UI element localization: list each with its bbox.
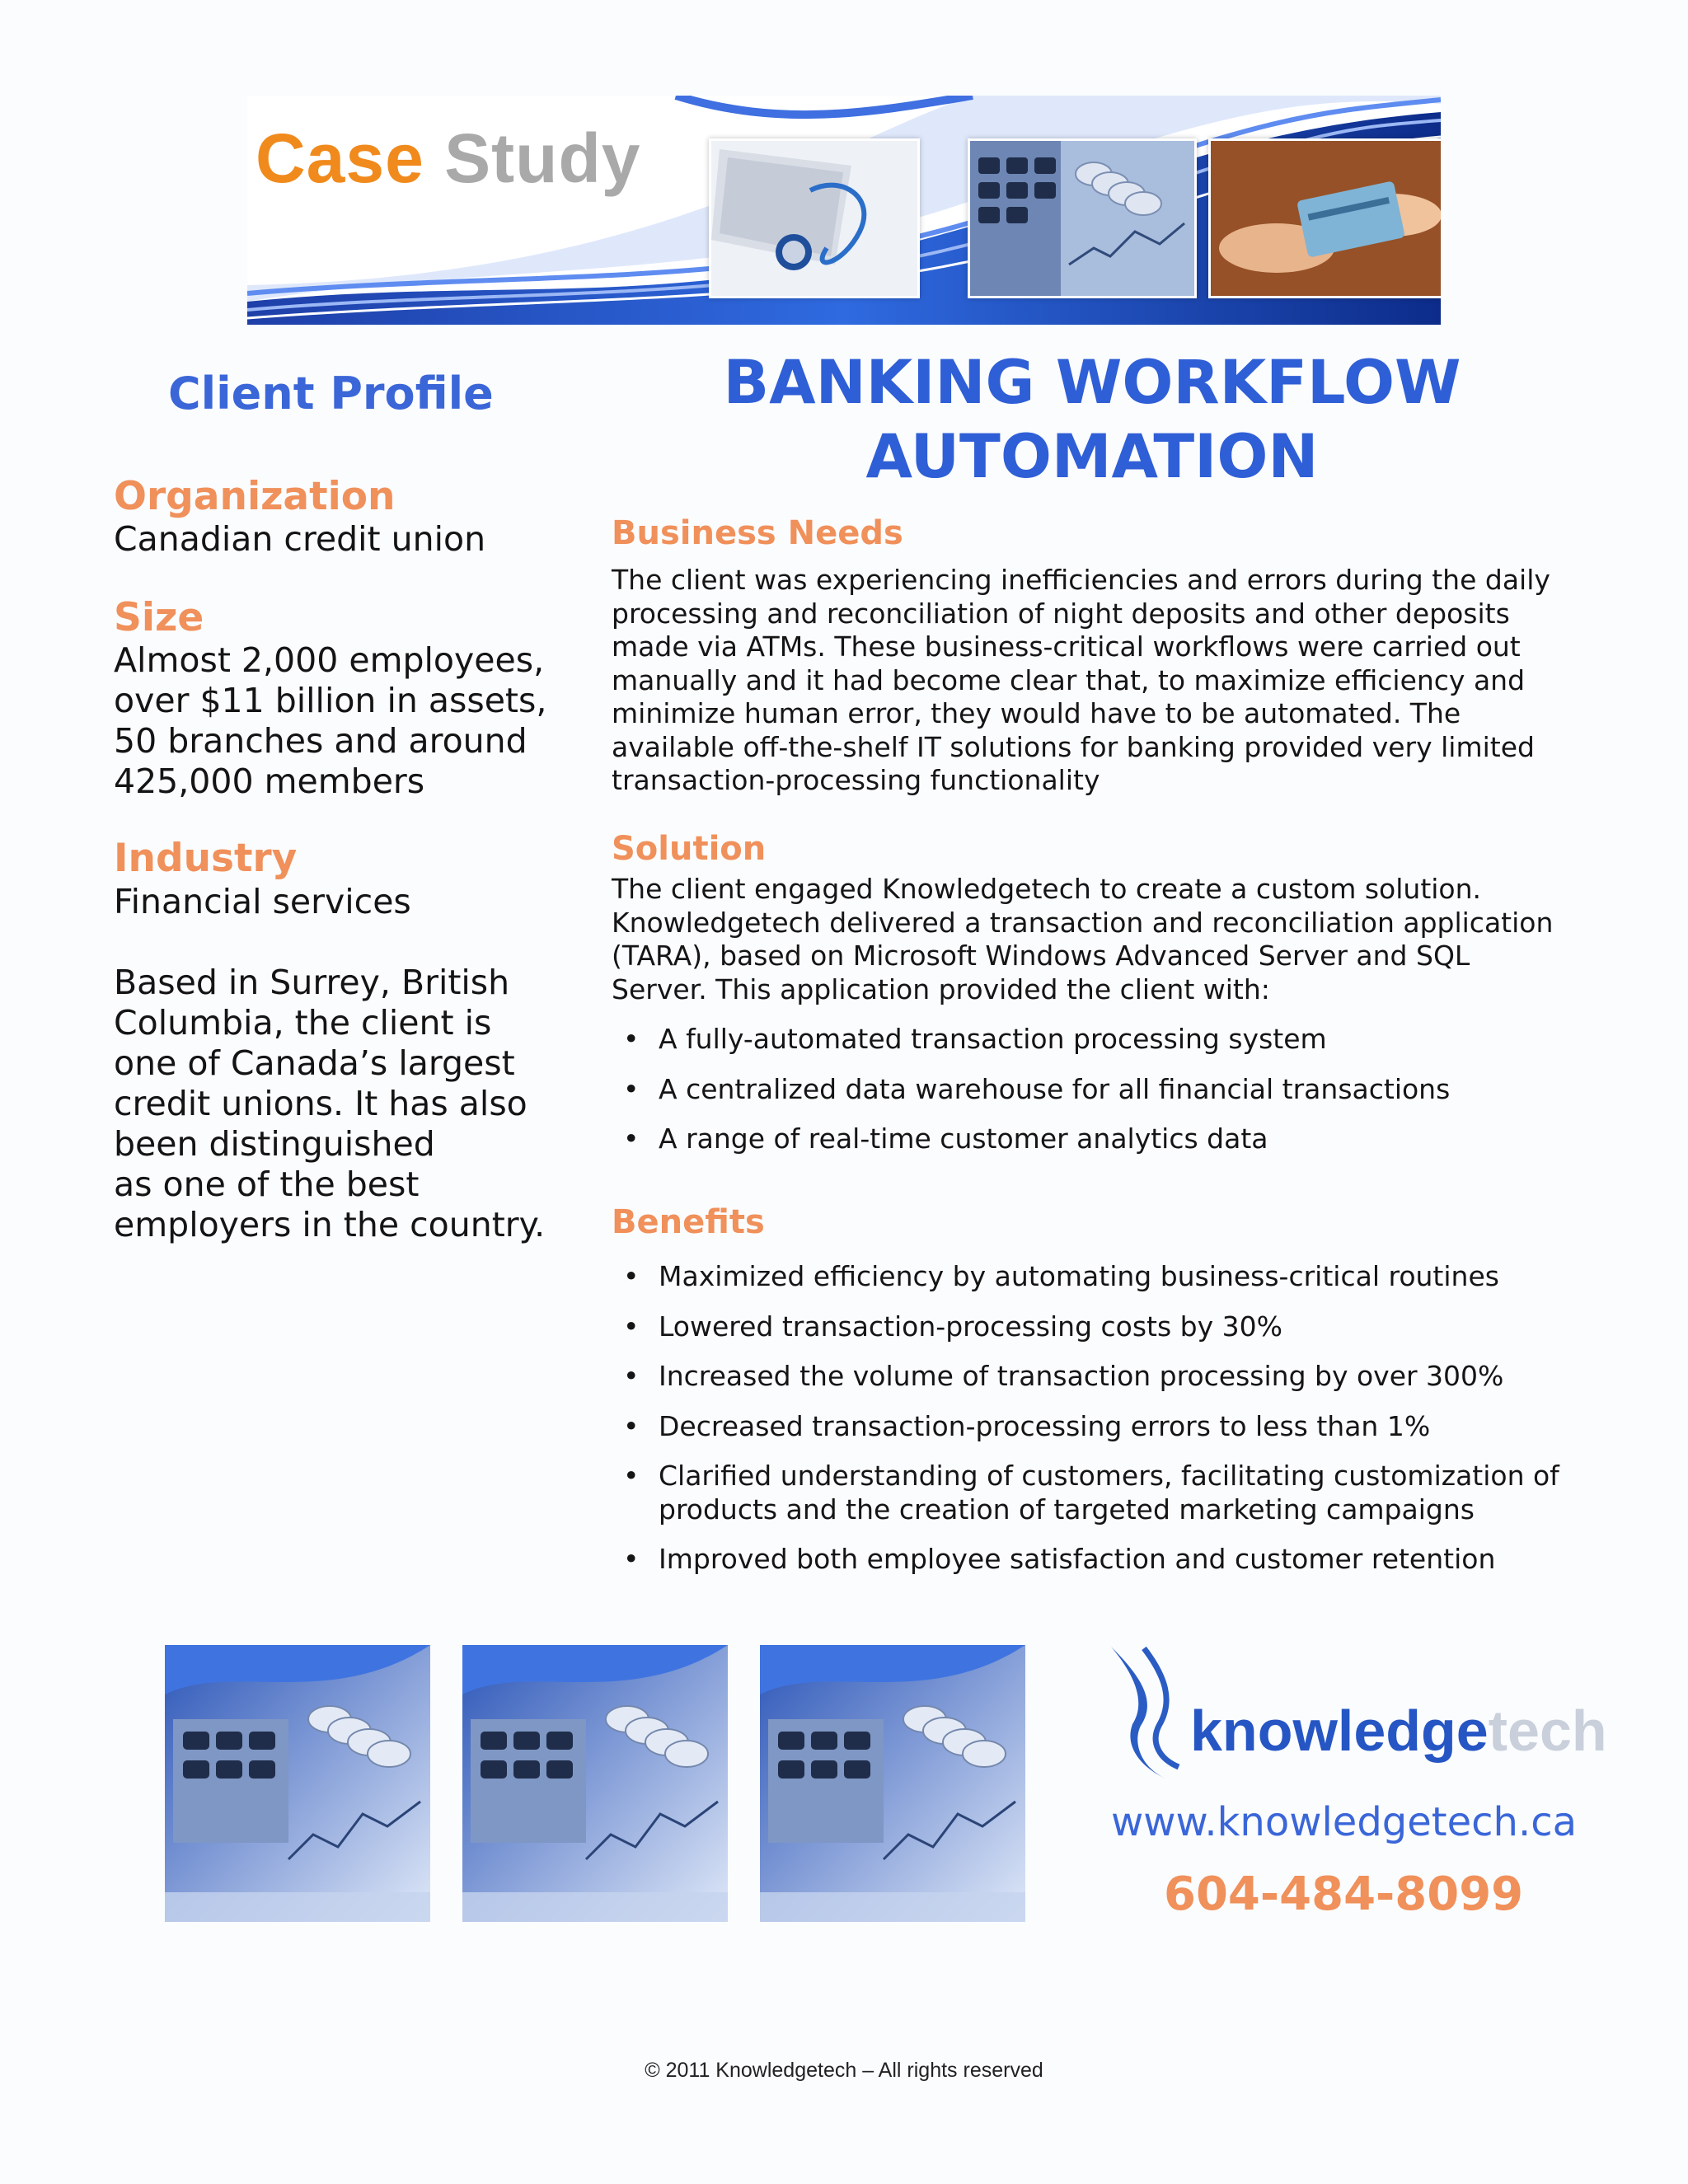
organization-value: Canadian credit union [114,519,486,559]
organization-label: Organization [114,474,396,519]
business-needs-text: The client was experiencing inefficiencies and errors during the daily processing and reconciliation of night deposits and other deposits made via ATMs. These business-critical workflows were carried out manually and it had become clear that, to maximize efficiency and minimize human error, they would have to be automated. The available off-the-shelf IT solutions for banking provided very limited transaction-processing functionality [612,564,1550,796]
banner-photo-stethoscope [709,138,920,298]
list-item: • A fully-automated transaction processing system [623,1023,1327,1055]
calculator-coins-image [970,141,1194,296]
solution-bullets [612,1023,1588,1156]
header-banner [247,96,1441,325]
banner-photo-credit-card [1208,138,1441,298]
size-value: Almost 2,000 employees, over $11 billion in assets, 50 branches and around 425,000 members [114,640,547,801]
knowledgetech-logo-text: knowledgetech [1190,1699,1607,1763]
industry-value: Financial services [114,882,411,921]
banner-photo-calculator [968,138,1197,298]
knowledgetech-logo-icon [1108,1643,1190,1782]
solution-text: The client engaged Knowledgetech to create a custom solution. Knowledgetech delivered a transaction and reconciliation application (TARA), based on Microsoft Windows Advanced Server and SQL Server. This application provided the client with: [612,873,1554,1005]
stethoscope-image [711,141,917,296]
list-item: • A range of real-time customer analytics data [623,1122,1268,1155]
solution-heading: Solution [612,830,767,868]
website-link[interactable]: www.knowledgetech.ca [1111,1799,1578,1845]
footer-image-tile [165,1645,430,1922]
page-title: BANKING WORKFLOW AUTOMATION [723,348,1461,492]
list-item: • Decreased transaction-processing errors to less than 1% [623,1409,1431,1442]
case-study-title: Case Study [256,120,641,197]
list-item: • Increased the volume of transaction processing by over 300% [623,1360,1504,1392]
industry-label: Industry [114,836,298,881]
client-profile-title: Client Profile [168,368,494,419]
business-needs-heading: Business Needs [612,514,903,552]
list-item: • Maximized efficiency by automating business-critical routines [623,1260,1499,1292]
size-label: Size [114,595,204,640]
list-item: • A centralized data warehouse for all financial transactions [623,1072,1451,1105]
calculator-coins-image [165,1645,430,1922]
benefits-heading: Benefits [612,1203,765,1241]
benefits-bullets [612,1260,1588,1577]
credit-card-image [1211,141,1441,296]
list-item: • Clarified understanding of customers, facilitating customization of products and the creation of targeted marketing campaigns [623,1460,1559,1526]
footer-image-tile [760,1645,1025,1922]
phone-number: 604-484-8099 [1164,1868,1524,1921]
calculator-coins-image [462,1645,728,1922]
footer-image-tile [462,1645,728,1922]
list-item: • Lowered transaction-processing costs by 30% [623,1310,1282,1343]
copyright-notice: © 2011 Knowledgetech – All rights reserved [645,2059,1043,2082]
list-item: • Improved both employee satisfaction and customer retention [623,1543,1496,1575]
client-description: Based in Surrey, British Columbia, the client is one of Canada’s largest credit unions. It has also been distinguished as one of the best employers in the country. [114,963,546,1244]
calculator-coins-image [760,1645,1025,1922]
